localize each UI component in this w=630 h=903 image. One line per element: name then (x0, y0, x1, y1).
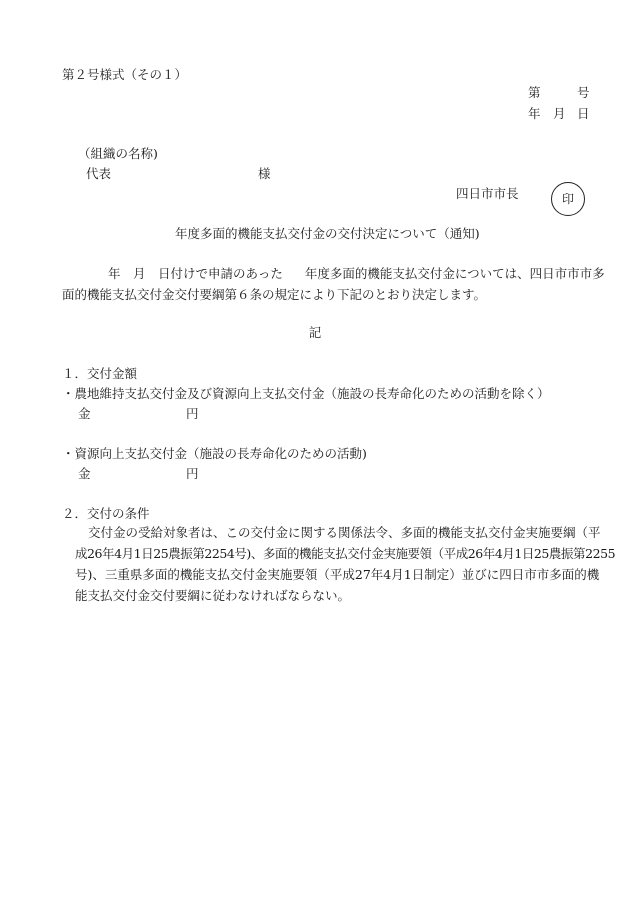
doc-number-suffix: 号 (577, 85, 590, 100)
body-line-2: 面的機能支払交付金交付要綱第６条の規定により下記のとおり決定します。 (62, 287, 487, 302)
body-line-1-part1: 年 月 日付けで申請のあった (108, 266, 283, 281)
section2-paragraph (75, 522, 616, 606)
form-label: 第２号様式（その１） (62, 67, 188, 82)
body-paragraph (62, 263, 605, 305)
section1-item2-yen: 円 (186, 466, 199, 481)
official-seal: 印 (551, 182, 585, 216)
issuer-title: 四日市市長 (456, 186, 519, 201)
ki-heading: 記 (308, 325, 322, 340)
date-month-label: 月 (553, 106, 566, 121)
section1-item2-kin: 金 (78, 466, 91, 481)
section2-heading: ２．交付の条件 (62, 506, 150, 521)
section2-line: 交付金の受給対象者は、この交付金に関する関係法令、多面的機能支払交付金実施要綱（平 (88, 525, 601, 540)
body-line-1-part2: 年度多面的機能支払交付金については、四日市市市多 (304, 266, 605, 281)
document-subject: 年度多面的機能支払交付金の交付決定について（通知) (175, 226, 480, 241)
recipient-honorific: 様 (258, 166, 271, 181)
section1-heading: １．交付金額 (62, 366, 138, 381)
section1-item1-yen: 円 (186, 406, 199, 421)
recipient-org-name: （組織の名称) (78, 146, 158, 161)
section2-line: 成26年4月1日25農振第2254号)、多面的機能支払交付金実施要領（平成26年4月1日25農振第2255 (75, 546, 616, 561)
section2-line: 号)、三重県多面的機能支払交付金実施要領（平成27年4月1日制定）並びに四日市市多面的機 (75, 567, 600, 582)
section2-line: 能支払交付金交付要綱に従わなければならない。 (75, 588, 351, 603)
section1-item2-label: ・資源向上支払交付金（施設の長寿命化のための活動) (62, 446, 367, 461)
body-line-1 (62, 263, 605, 284)
section1-item1-label: ・農地維持支払交付金及び資源向上支払交付金（施設の長寿命化のための活動を除く） (62, 386, 550, 401)
doc-number-prefix: 第 (528, 85, 541, 100)
recipient-representative: 代表 (86, 166, 112, 181)
date-day-label: 日 (577, 106, 590, 121)
section1-item1-kin: 金 (78, 406, 91, 421)
date-year-label: 年 (528, 106, 541, 121)
